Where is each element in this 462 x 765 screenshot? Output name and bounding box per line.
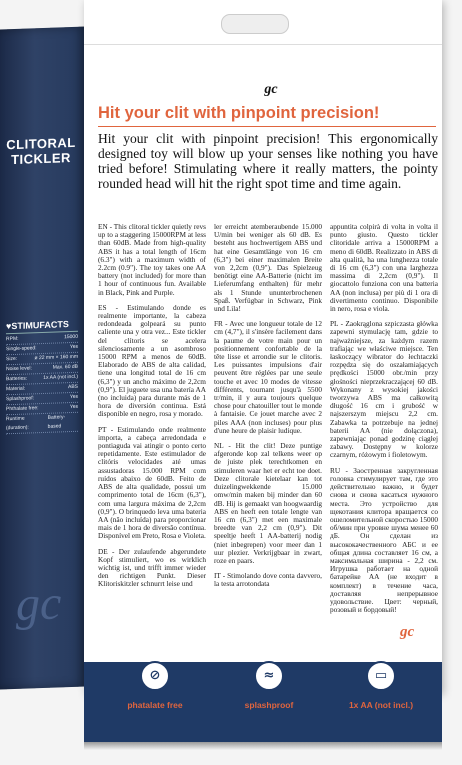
- water-drop-icon: ≈: [254, 661, 284, 691]
- text-column-1: [98, 223, 206, 621]
- multilingual-description: [98, 223, 438, 621]
- text-paragraph: ler erreicht atemberaubende 15.000 U/min bei weniger als 60 dB. Es besteht aus hochwertigem ABS und hat eine Gesamtlänge von 16 cm (6,3") bei einer maximalen Breite von 2,2cm (0,9"). Das Spielzeug benötigt eine AA-Batterie (nicht im Lieferumfang enthalten) für mehr als 1 Stunde ununterbrochenen Spaß. Verfügbar in Schwarz, Pink und Lila!: [214, 222, 322, 314]
- stimufacts-key: Batteries:: [6, 375, 28, 383]
- text-paragraph: RU - Заостренная закругленная головка стимулирует там, где это действительно важно, и будет снова и снова касаться нужного места. Это устройство для щекотания клитора вращается со ошеломительной скоростью 15000 об/мин при уровне шума менее 60 дБ. Он сделан из высококачественного АБС и ее общая длина составляет 16 см, а максимальная ширина - 2,2 см. Игрушка работает на одной батарейке АА (не входит в комплект) в течение часа, доставляя непрерывное удовольствие. Цвет: черный, розовый и бордовый!: [330, 465, 438, 615]
- intro-paragraph: Hit your clit with pinpoint precision! This ergonomically designed toy will blow up your senses like nothing you have tried before! Stimulating where it really matters, the pointy rounded head will hit the right spot time and time again.: [98, 131, 438, 191]
- stimufacts-value: Yes: [69, 403, 78, 411]
- stimufacts-row: [6, 413, 78, 435]
- stimufacts-key: RPM:: [6, 335, 19, 343]
- brand-logo: gc: [16, 576, 62, 631]
- brand-logo-top: gc: [264, 82, 278, 97]
- headline: Hit your clit with pinpoint precision!: [98, 104, 380, 122]
- text-paragraph: EN - This clitoral tickler quietly revs up to a staggering 15000RPM at less than 60dB. Made from high-quality ABS it has a total length of 16cm (6.3") with a maximum width of 2.2cm (0.9"). The toy takes one AA battery (not included) for more than 1 hour of continuous fun. Available in Black, Pink and Purple.: [98, 222, 206, 297]
- product-title: CLITORAL TICKLER: [6, 134, 76, 168]
- brand-mark: gc: [400, 624, 415, 640]
- feature-label: 1x AA (not incl.): [348, 700, 414, 710]
- stimufacts-key: Phthalate free:: [6, 405, 39, 413]
- no-phthalate-icon: ⊘: [140, 661, 170, 691]
- feature-label: splashproof: [244, 700, 294, 710]
- floor-shadow: [84, 742, 442, 750]
- stimufacts-key: Runtime (duration):: [6, 415, 29, 432]
- box-spine: [0, 26, 86, 689]
- stimufacts-key: Noise level:: [6, 365, 32, 373]
- feature-label: phatalate free: [127, 700, 183, 710]
- text-paragraph: appuntita colpirà di volta in volta il punto giusto. Questo tickler clitoridale arriva a 15000RPM a meno di 60dB. Realizzato in ABS di alta qualità, ha una lunghezza totale di 16 cm (6,3") con una larghezza massima di 2,2cm (0,9"). Il giocattolo funziona con una batteria AA (non inclusa) per più di 1 ora di divertimento continuo. Disponibile in nero, rosa e viola.: [330, 222, 438, 314]
- stimufacts-value: Yes: [69, 393, 78, 401]
- stimufacts-key: Size:: [6, 355, 18, 363]
- text-paragraph: IT - Stimolando dove conta davvero, la testa arrotondata: [214, 571, 322, 589]
- text-paragraph: PL - Zaokrąglona szpiczasta główka zapewni stymulację tam, gdzie to najważniejsze, za każdym razem trafiając we właściwe miejsce. Ten łaskoczący wibrator do łechtaczki rozpędza się do oszałamiających prędkości 15000 obr./min przy głośności nieprzekraczającej 60 dB. Wykonany z wysokiej jakości tworzywa ABS ma całkowitą długość 16 cm i grubość w najszerszym miejscu 2,2 cm. Zabawka ta potrzebuje na jednej baterii AA (nie dołączona), zapewniając ponad godzinę ciągłej zabawy. Dostępny w kolorze czarnym, różowym i fioletowym.: [330, 319, 438, 460]
- stimufacts-value: Yes: [69, 343, 78, 351]
- feature-battery: [326, 666, 436, 710]
- text-paragraph: NL - Hit the clit! Deze puntige afgeronde kop zal telkens weer op de juiste plek terechtkomen en stimuleren waar het er echt toe doet. Deze clitorale kietelaar kan tot duizelingwekkende 15.000 omw/min maken bij minder dan 60 dB. Hij is gemaakt van hoogwaardig ABS en heeft een totale lengte van 16 cm (6,3") met een maximale breedte van 2,2 cm (0,9"). Dit speeltje heeft 1 AA-batterij nodig (niet inbegrepen) voor meer dan 1 uur plezier. Verkrijgbaar in zwart, roze en paars.: [214, 441, 322, 565]
- stimufacts-key: Splashproof:: [6, 395, 35, 403]
- battery-icon: ▭: [366, 661, 396, 691]
- stimufacts-value: ABS: [67, 383, 78, 391]
- text-column-2: [214, 223, 322, 621]
- stimufacts-value: 15000: [64, 333, 78, 341]
- stimufacts-table: [6, 333, 78, 435]
- text-paragraph: ES - Estimulando donde es realmente importante, la cabeza redondeada golpeará su punto caliente una y otra vez... Este tickler del clítoris se acelera silenciosamente a un asombroso 15000 RPM a menos de 60dB. Elaborado de ABS de alta calidad, tiene una longitud total de 16 cm (6,3") y un ancho máximo de 2,2cm (0,9"). El juguete usa una batería AA (no incluida) para durante más de 1 hora de diversión continua. Está disponible en negro, rosa y morado.: [98, 302, 206, 419]
- hang-hole: [221, 14, 289, 34]
- stimufacts-value: 1x AA (not incl.): [43, 373, 78, 381]
- stimufacts-key: Single-speed:: [6, 345, 37, 353]
- stimufacts-value: Battery-based: [47, 414, 66, 430]
- stimufacts-key: Material:: [6, 385, 26, 393]
- feature-phthalate: [100, 666, 210, 710]
- text-column-3: [330, 223, 438, 621]
- text-paragraph: PT - Estimulando onde realmente importa, a cabeça arredondada e pontiaguda vai atingir o ponto certo repetidamente. Este estimulador de clitóris velocidades até umas assustadoras 15.000 RPM com ruídos abaixo de 60dB. Feito de ABS de alta qualidade, possui um comprimento total de 16cm (6,3"), com uma largura máxima de 2,2cm (0,9"). O brinquedo leva uma bateria AA (não incluída) para proporcionar mais de 1 hora de diversão contínua. Disponível em Preto, Rosa e Violeta.: [98, 424, 206, 541]
- stimufacts-value: Max. 60 dB: [52, 363, 78, 371]
- text-paragraph: FR - Avec une longueur totale de 12 cm (4,7"), il s'insère facilement dans la paume de votre main pour un positionnement confortable de la tête lisse et arrondie sur le clitoris. Les puissantes impulsions d'air peuvent être réglées par une seule touche et avec 10 modes de vitesse différents, tournant jusqu'à 5500 tr/min, il y aura toujours quelque chose pour chatouiller tout le monde à fantaisie. Ce jouet marche avec 2 piles AAA (non incluses) pour plus d'une heure de plaisir ludique.: [214, 319, 322, 435]
- text-paragraph: DE - Der zulaufende abgerundete Kopf stimuliert, wo es wirklich wichtig ist, und trifft immer wieder den richtigen Punkt. Dieser Klitoriskitzler schnurrt leise und: [98, 546, 206, 589]
- headline-divider: [98, 126, 436, 127]
- feature-splashproof: [214, 666, 324, 710]
- stimufacts-value: ø 22 mm × 160 mm: [34, 353, 78, 362]
- stimufacts-heading: ♥STIMUFACTS: [6, 319, 78, 335]
